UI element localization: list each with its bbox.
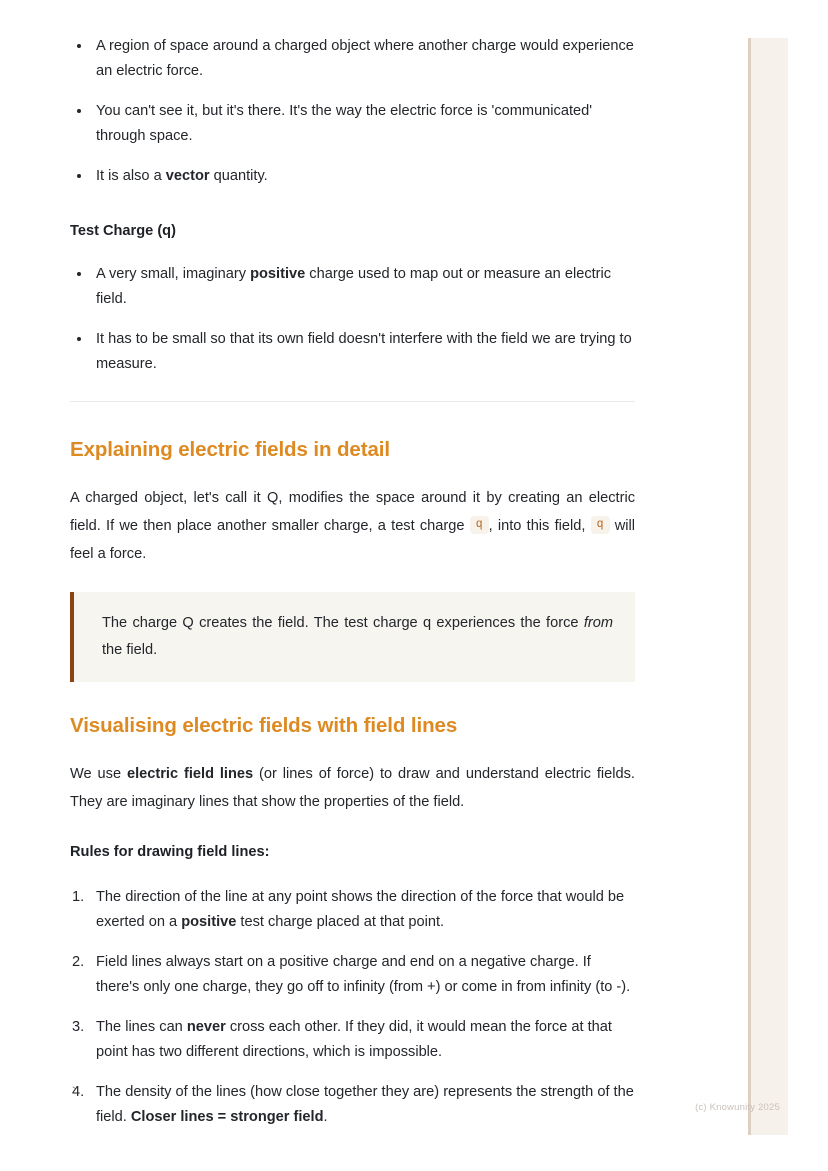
footer-copyright-credit: (c) Knowunity 2025 [695, 1102, 780, 1113]
rule-text-part1: The lines can [96, 1019, 187, 1035]
list-item [70, 34, 635, 84]
bullet-text-bold: vector [165, 168, 210, 184]
paragraph-text-part1: We use [70, 766, 127, 782]
bullet-text: You can't see it, but it's there. It's the way the electric force is 'communicated' through space. [96, 103, 593, 144]
bullet-text-suffix: quantity. [209, 168, 268, 184]
rule-text-bold: never [186, 1019, 226, 1035]
right-panel-edge-line [748, 38, 751, 1135]
rule-text-part2: test charge placed at that point. [236, 914, 445, 930]
bullet-text-prefix: It is also a [96, 168, 166, 184]
list-item [70, 164, 635, 189]
callout-text-part1: The charge Q creates the field. The test charge q experiences the force [102, 615, 584, 631]
bullet-text-prefix: A very small, imaginary [96, 266, 251, 282]
rules-heading: Rules for drawing field lines: [70, 844, 270, 860]
bullet-text-suffix: charge used to map out or measure an electric field. [96, 266, 612, 307]
rule-text-part1: Field lines always start on a positive charge and end on a negative charge. If there's only one charge, they go off to infinity (from +) or come in from infinity (to -). [96, 954, 631, 995]
bullet-text-bold: positive [250, 266, 306, 282]
field-line-rules-list [70, 885, 635, 1130]
list-item [70, 950, 635, 1000]
document-content [70, 34, 635, 1130]
paragraph-text-part1: A charged object, let's call it Q, modifies the space around it by creating an electric field. If we then place another smaller charge, a test charge [70, 490, 635, 534]
callout-text-part2: the field. [102, 642, 158, 658]
rule-text-bold: Closer lines = stronger field [130, 1109, 324, 1125]
right-decorative-panel [748, 38, 788, 1135]
visualising-paragraph [70, 760, 635, 816]
stray-backtick-character: ` [70, 1085, 78, 1100]
callout-italic-word: from [583, 615, 613, 631]
inline-code-badge-q-1: q [470, 516, 489, 534]
paragraph-text-part2: , into this field, [488, 518, 591, 534]
rule-text-part2: cross each other. If they did, it would mean the force at that point has two different directions, which is impossible. [96, 1019, 612, 1060]
paragraph-text-part2: (or lines of force) to draw and understand electric fields. They are imaginary lines that show the properties of the field. [70, 766, 635, 810]
test-charge-heading: Test Charge (q) [70, 223, 176, 239]
rule-text-part1: The density of the lines (how close together they are) represents the strength of the field. [96, 1084, 634, 1125]
paragraph-bold-term: electric field lines [126, 766, 254, 782]
bullet-text: It has to be small so that its own field doesn't interfere with the field we are trying to measure. [96, 331, 632, 372]
test-charge-bullet-list [70, 262, 635, 377]
page-title-explaining-electric-fields: Explaining electric fields in detail [70, 438, 390, 461]
rule-text-part1: The direction of the line at any point shows the direction of the force that would be exerted on a [96, 889, 625, 930]
key-idea-callout [70, 592, 635, 682]
list-item [70, 1080, 635, 1130]
electric-field-bullet-list [70, 34, 635, 189]
list-item [70, 885, 635, 935]
page-title-visualising-field-lines: Visualising electric fields with field lines [70, 714, 458, 737]
rule-text-bold: positive [181, 914, 237, 930]
list-item [70, 262, 635, 312]
bullet-text: A region of space around a charged object where another charge would experience an electric force. [96, 38, 634, 79]
inline-code-badge-q-2: q [591, 516, 610, 534]
list-item [70, 1015, 635, 1065]
explaining-paragraph [70, 484, 635, 568]
paragraph-text-part3: will feel a force. [70, 518, 635, 562]
rule-text-part2: . [323, 1109, 328, 1125]
list-item [70, 327, 635, 377]
list-item [70, 99, 635, 149]
